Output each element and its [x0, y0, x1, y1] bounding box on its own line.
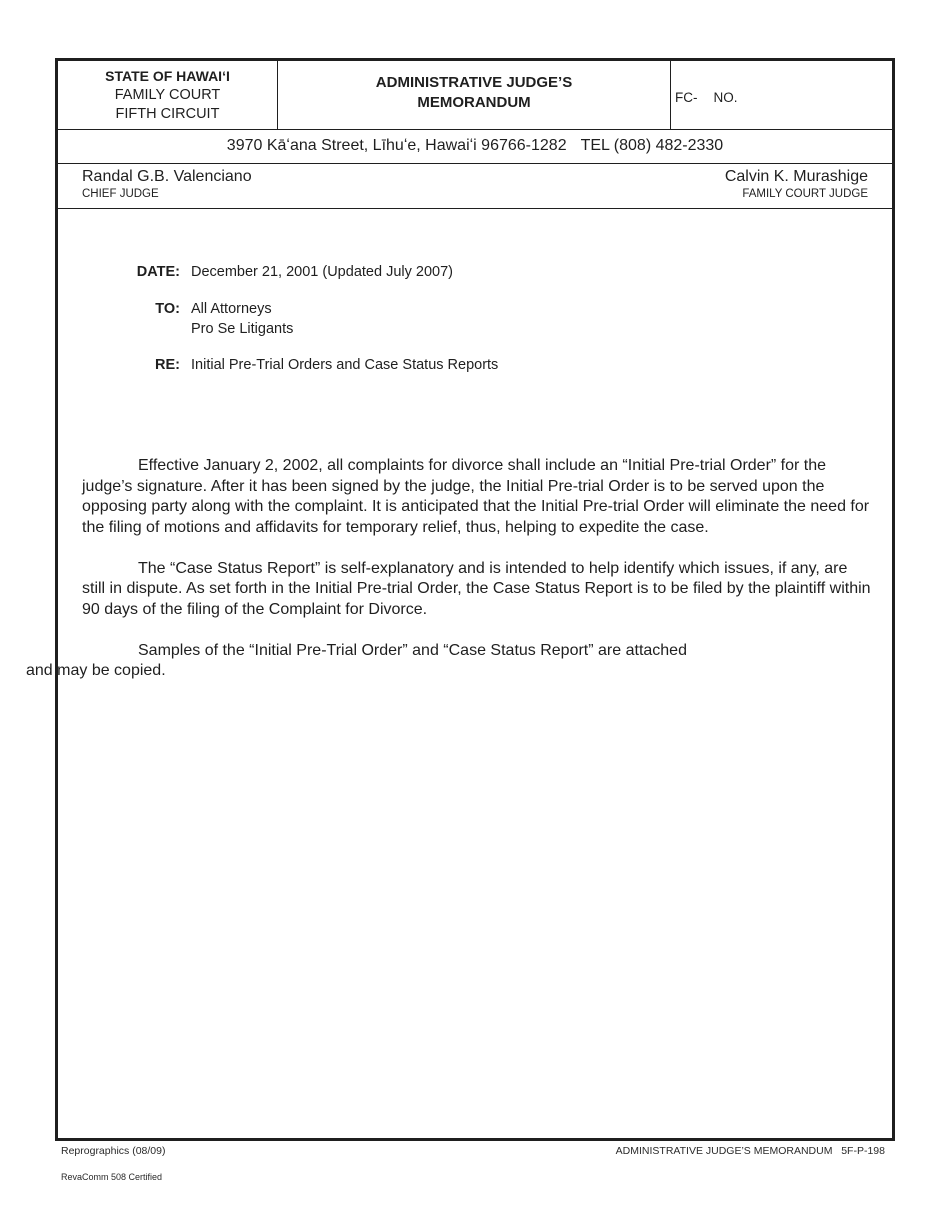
family-court-judge-title: FAMILY COURT JUDGE	[742, 188, 868, 200]
chief-judge	[82, 167, 252, 201]
court-name: FAMILY COURT	[114, 87, 221, 103]
to-recipient-1: All Attorneys	[191, 301, 272, 317]
re-value: Initial Pre-Trial Orders and Case Status Reports	[191, 357, 499, 373]
family-court-judge	[725, 167, 868, 201]
memorandum-form	[26, 58, 895, 1141]
form-header	[58, 61, 892, 130]
chief-judge-name: Randal G.B. Valenciano	[82, 168, 252, 185]
paragraph-2: The “Case Status Report” is self-explanatory and is intended to help identify which issues, if any, are still in dispute. As set forth in the Initial Pre-trial Order, the Case Status Report is to be filed by the plaintiff within 90 days of the filing of the Complaint for Divorce.	[82, 559, 871, 618]
judges-row	[58, 163, 892, 209]
date-value: December 21, 2001 (Updated July 2007)	[191, 264, 453, 280]
reprographics-note: Reprographics (08/09)	[61, 1145, 166, 1157]
paragraph-3-line1: Samples of the “Initial Pre-Trial Order” and “Case Status Report” are attached	[138, 641, 687, 659]
form-title-line1: ADMINISTRATIVE JUDGE’S	[375, 74, 573, 91]
court-identity	[58, 61, 278, 129]
telephone: TEL (808) 482-2330	[580, 137, 724, 154]
fc-label: FC-	[675, 90, 698, 105]
memo-body	[26, 456, 872, 702]
court-address	[58, 129, 892, 164]
form-title-line2: MEMORANDUM	[417, 94, 531, 111]
to-label: TO:	[155, 301, 180, 317]
paragraph-3	[26, 641, 872, 682]
circuit-name: FIFTH CIRCUIT	[115, 106, 220, 122]
form-identifier: ADMINISTRATIVE JUDGE’S MEMORANDUM 5F-P-198	[615, 1145, 885, 1157]
to-recipient-2: Pro Se Litigants	[191, 320, 294, 337]
paragraph-3-line2: and may be copied.	[26, 662, 166, 679]
case-number-box	[671, 61, 892, 129]
street-address: 3970 Kāʻana Street, Līhuʻe, Hawaiʻi 96766-1282	[226, 137, 567, 154]
certification-note: RevaComm 508 Certified	[61, 1172, 163, 1182]
paragraph-1: Effective January 2, 2002, all complaints for divorce shall include an “Initial Pre-trial Order” for the judge’s signature. After it has been signed by the judge, the Initial Pre-trial Order is to be served upon the opposing party along with the complaint. It is anticipated that the Initial Pre-trial Order will eliminate the need for the filing of motions and affidavits for temporary relief, thus, helping to expedite the case.	[82, 457, 870, 536]
family-court-judge-name: Calvin K. Murashige	[724, 168, 868, 185]
no-label: NO.	[713, 90, 738, 105]
chief-judge-title: CHIEF JUDGE	[82, 188, 159, 200]
date-label: DATE:	[136, 264, 180, 280]
state-name: STATE OF HAWAIʻI	[105, 68, 230, 84]
form-title	[278, 61, 671, 129]
re-label: RE:	[155, 357, 180, 373]
